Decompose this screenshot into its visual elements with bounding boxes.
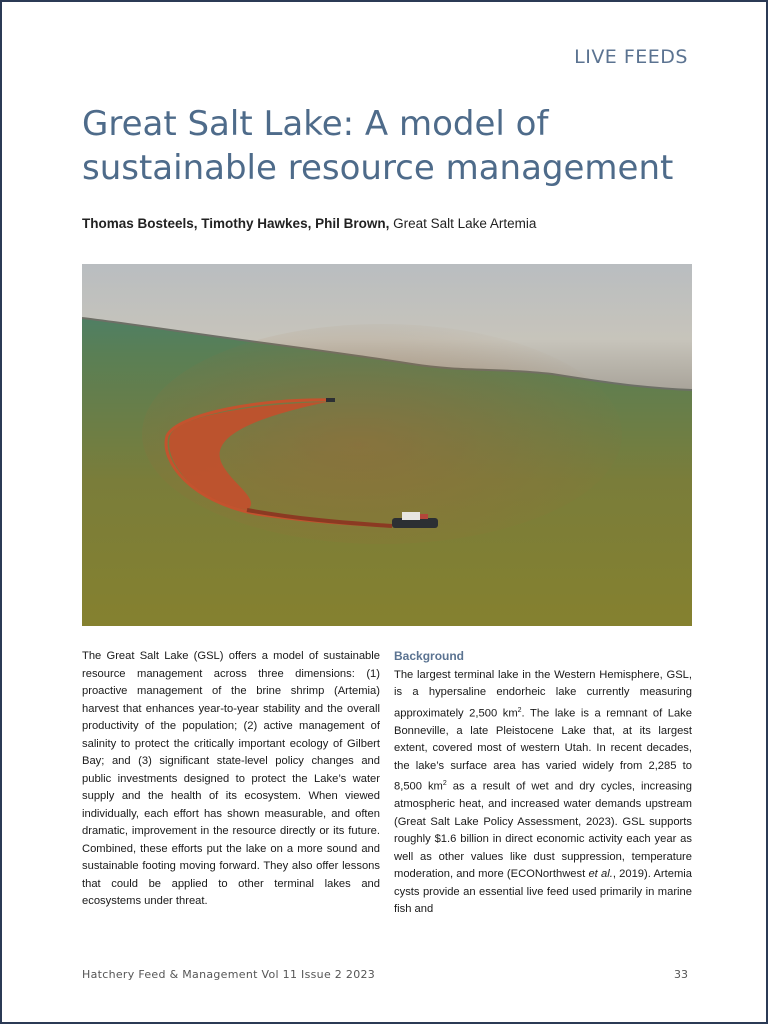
column-right	[394, 648, 692, 919]
footer-page-number: 33	[674, 968, 688, 981]
article-authors	[82, 216, 536, 231]
bg-text-2: . The lake is a remnant of Lake Bonneville, a late Pleistocene Lake that, at its largest extent, covered most of western Utah. In recent decades, the lake’s surface area has varied widely from 2,285 to 8,500 km	[394, 707, 692, 793]
aerial-lake-illustration	[82, 264, 692, 626]
bg-superscript-2: 2	[442, 780, 447, 788]
bg-text-1: The largest terminal lake in the Western Hemisphere, GSL, is a hypersaline endorheic lake currently measuring approximately 2,500 km	[394, 668, 692, 720]
author-affiliation: Great Salt Lake Artemia	[393, 216, 537, 231]
footer-journal: Hatchery Feed & Management Vol 11 Issue 2 2023	[82, 968, 376, 981]
background-paragraph	[394, 667, 692, 919]
bg-text-4: , 2019). Artemia cysts provide an essential live feed used primarily in marine fish and	[394, 868, 692, 916]
bg-text-3: as a result of wet and dry cycles, increasing atmospheric heat, and increased water demands upstream (Great Salt Lake Policy Assessment, 2023). GSL supports roughly $1.6 billion in direct economic activity each year as well as other values like dust suppression, temperature moderation, and more (ECONorthwest	[394, 780, 692, 881]
column-left	[82, 648, 380, 911]
aerial-lake-photo	[82, 264, 692, 626]
bg-superscript-1: 2	[517, 706, 522, 714]
intro-paragraph: The Great Salt Lake (GSL) offers a model of sustainable resource management across three dimensions: (1) proactive management of the brine shrimp (Artemia) harvest that enhances year-to-year stability and the overall productivity of the population; (2) active management of salinity to protect the critically important ecology of Gilbert Bay; and (3) significant state-level policy changes and public investments designed to protect the Lake’s water supply and the health of its ecosystem. When viewed individually, each effort has shown measurable, and often dramatic, improvement in the resource directly or its future. Combined, these efforts put the lake on a more sound and sustainable footing moving forward. They also offer lessons that could be applied to other terminal lakes and ecosystems under threat.	[82, 650, 380, 907]
section-label: LIVE FEEDS	[574, 46, 688, 68]
bg-etal: et al.	[588, 868, 613, 881]
author-names: Thomas Bosteels, Timothy Hawkes, Phil Brown,	[82, 216, 390, 231]
boom-buoy	[326, 398, 335, 402]
article-title: Great Salt Lake: A model of sustainable resource management	[82, 104, 674, 188]
background-heading: Background	[394, 649, 465, 663]
